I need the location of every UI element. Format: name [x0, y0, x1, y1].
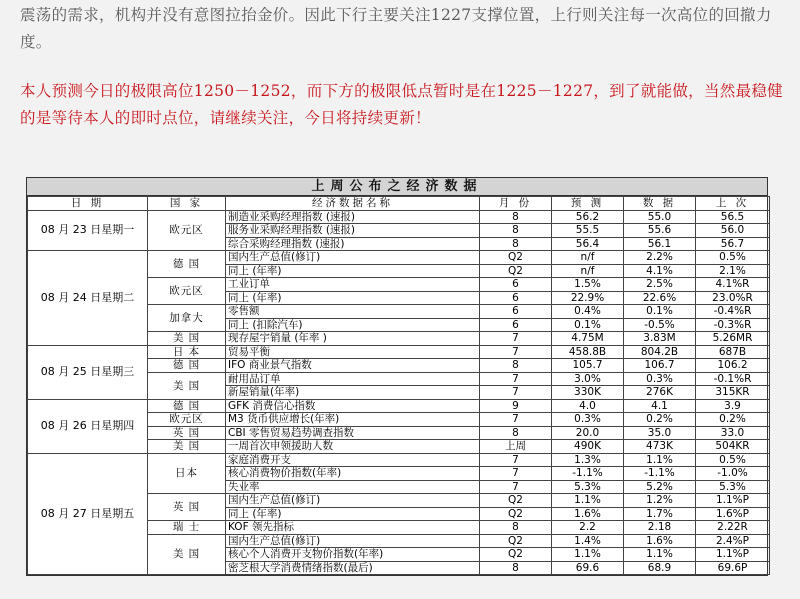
- forecast-cell: 458.8B: [552, 345, 624, 359]
- header-actual: 数 据: [624, 197, 696, 211]
- month-cell: 7: [480, 386, 552, 400]
- actual-cell: 4.1: [624, 399, 696, 413]
- indicator-cell: 服务业采购经理指数 (速报): [226, 224, 480, 238]
- forecast-cell: 2.2: [552, 521, 624, 535]
- table-row: [28, 251, 770, 265]
- indicator-cell: 同上 (年率): [226, 507, 480, 521]
- month-cell: 7: [480, 467, 552, 481]
- forecast-cell: 55.5: [552, 224, 624, 238]
- previous-cell: 2.4%P: [696, 534, 770, 548]
- actual-cell: 276K: [624, 386, 696, 400]
- previous-cell: 0.5%: [696, 251, 770, 265]
- previous-cell: 4.1%R: [696, 278, 770, 292]
- forecast-cell: 3.0%: [552, 372, 624, 386]
- actual-cell: 68.9: [624, 561, 696, 575]
- forecast-cell: 4.75M: [552, 332, 624, 346]
- month-cell: 6: [480, 291, 552, 305]
- indicator-cell: IFO 商业景气指数: [226, 359, 480, 373]
- actual-cell: 22.6%: [624, 291, 696, 305]
- forecast-cell: 490K: [552, 440, 624, 454]
- header-date: 日 期: [28, 197, 148, 211]
- forecast-cell: n/f: [552, 264, 624, 278]
- previous-cell: 33.0: [696, 426, 770, 440]
- month-cell: 7: [480, 345, 552, 359]
- indicator-cell: 同上 (年率): [226, 264, 480, 278]
- table-body: [28, 210, 770, 575]
- table-row: [28, 345, 770, 359]
- previous-cell: 3.9: [696, 399, 770, 413]
- forecast-cell: 0.1%: [552, 318, 624, 332]
- indicator-cell: KOF 领先指标: [226, 521, 480, 535]
- header-indicator: 经济数据名称: [226, 197, 480, 211]
- country-cell: 瑞 士: [148, 521, 226, 535]
- header-country: 国 家: [148, 197, 226, 211]
- indicator-cell: 零售额: [226, 305, 480, 319]
- month-cell: 6: [480, 278, 552, 292]
- indicator-cell: 国内生产总值(修订): [226, 494, 480, 508]
- actual-cell: 2.5%: [624, 278, 696, 292]
- month-cell: 7: [480, 372, 552, 386]
- indicator-cell: 国内生产总值(修订): [226, 534, 480, 548]
- forecast-cell: 22.9%: [552, 291, 624, 305]
- indicator-cell: 同上 (扣除汽车): [226, 318, 480, 332]
- country-cell: 美 国: [148, 534, 226, 575]
- month-cell: 6: [480, 318, 552, 332]
- actual-cell: 5.2%: [624, 480, 696, 494]
- month-cell: Q2: [480, 507, 552, 521]
- forecast-cell: 56.4: [552, 237, 624, 251]
- previous-cell: 56.7: [696, 237, 770, 251]
- actual-cell: 56.1: [624, 237, 696, 251]
- previous-cell: 0.2%: [696, 413, 770, 427]
- date-cell: 08 月 26 日星期四: [28, 399, 148, 453]
- month-cell: 8: [480, 561, 552, 575]
- previous-cell: 0.5%: [696, 453, 770, 467]
- previous-cell: 56.0: [696, 224, 770, 238]
- forecast-cell: 20.0: [552, 426, 624, 440]
- actual-cell: 473K: [624, 440, 696, 454]
- indicator-cell: 现存屋宇销量 (年率 ): [226, 332, 480, 346]
- month-cell: 上周: [480, 440, 552, 454]
- indicator-cell: 耐用品订单: [226, 372, 480, 386]
- actual-cell: 2.2%: [624, 251, 696, 265]
- forecast-cell: 1.1%: [552, 548, 624, 562]
- forecast-cell: 0.3%: [552, 413, 624, 427]
- indicator-cell: CBI 零售贸易趋势调查指数: [226, 426, 480, 440]
- month-cell: 8: [480, 237, 552, 251]
- actual-cell: 1.7%: [624, 507, 696, 521]
- actual-cell: 3.83M: [624, 332, 696, 346]
- forecast-cell: n/f: [552, 251, 624, 265]
- month-cell: 7: [480, 332, 552, 346]
- indicator-cell: 制造业采购经理指数 (速报): [226, 210, 480, 224]
- indicator-cell: 新屋销量(年率): [226, 386, 480, 400]
- actual-cell: 0.2%: [624, 413, 696, 427]
- date-cell: 08 月 25 日星期三: [28, 345, 148, 399]
- forecast-cell: 4.0: [552, 399, 624, 413]
- indicator-cell: M3 货币供应增长(年率): [226, 413, 480, 427]
- header-forecast: 预 测: [552, 197, 624, 211]
- forecast-cell: 330K: [552, 386, 624, 400]
- table-header-row: [28, 197, 770, 211]
- economic-data-table: [27, 196, 770, 575]
- previous-cell: 315KR: [696, 386, 770, 400]
- month-cell: Q2: [480, 251, 552, 265]
- country-cell: 日本: [148, 453, 226, 494]
- indicator-cell: 核心消费物价指数(年率): [226, 467, 480, 481]
- forecast-cell: 1.6%: [552, 507, 624, 521]
- country-cell: 加拿大: [148, 305, 226, 332]
- header-previous: 上 次: [696, 197, 770, 211]
- month-cell: 8: [480, 359, 552, 373]
- date-cell: 08 月 23 日星期一: [28, 210, 148, 251]
- analysis-paragraph: 震荡的需求，机构并没有意图拉抬金价。因此下行主要关注1227支撑位置，上行则关注每一次高位的回撤力度。: [20, 6, 772, 51]
- previous-cell: 69.6P: [696, 561, 770, 575]
- month-cell: 8: [480, 224, 552, 238]
- previous-cell: -1.0%: [696, 467, 770, 481]
- indicator-cell: 密芝根大学消费情绪指数(最后): [226, 561, 480, 575]
- indicator-cell: 国内生产总值(修订): [226, 251, 480, 265]
- month-cell: 7: [480, 480, 552, 494]
- actual-cell: 4.1%: [624, 264, 696, 278]
- country-cell: 欧元区: [148, 413, 226, 427]
- forecast-cell: 5.3%: [552, 480, 624, 494]
- forecast-cell: 1.5%: [552, 278, 624, 292]
- actual-cell: 1.2%: [624, 494, 696, 508]
- previous-cell: 687B: [696, 345, 770, 359]
- previous-cell: 23.0%R: [696, 291, 770, 305]
- country-cell: 德 国: [148, 399, 226, 413]
- month-cell: Q2: [480, 264, 552, 278]
- previous-cell: -0.4%R: [696, 305, 770, 319]
- indicator-cell: GFK 消费信心指数: [226, 399, 480, 413]
- actual-cell: 55.0: [624, 210, 696, 224]
- month-cell: Q2: [480, 494, 552, 508]
- previous-cell: 1.6%P: [696, 507, 770, 521]
- forecast-cell: -1.1%: [552, 467, 624, 481]
- country-cell: 美 国: [148, 440, 226, 454]
- previous-cell: 56.5: [696, 210, 770, 224]
- prediction-paragraph: 本人预测今日的极限高位1250－1252，而下方的极限低点暂时是在1225－1227，到了就能做，当然最稳健的是等待本人的即时点位，请继续关注，今日将持续更新！: [20, 82, 783, 127]
- previous-cell: 1.1%P: [696, 548, 770, 562]
- indicator-cell: 核心个人消费开支物价指数(年率): [226, 548, 480, 562]
- country-cell: 英 国: [148, 494, 226, 521]
- previous-cell: -0.3%R: [696, 318, 770, 332]
- previous-cell: 2.22R: [696, 521, 770, 535]
- previous-cell: -0.1%R: [696, 372, 770, 386]
- month-cell: 8: [480, 521, 552, 535]
- month-cell: 7: [480, 453, 552, 467]
- previous-cell: 106.2: [696, 359, 770, 373]
- country-cell: 美 国: [148, 372, 226, 399]
- country-cell: 德 国: [148, 251, 226, 278]
- previous-cell: 1.1%P: [696, 494, 770, 508]
- previous-cell: 2.1%: [696, 264, 770, 278]
- actual-cell: 35.0: [624, 426, 696, 440]
- forecast-cell: 1.3%: [552, 453, 624, 467]
- indicator-cell: 失业率: [226, 480, 480, 494]
- table-title: 上周公布之经济数据: [27, 178, 767, 196]
- forecast-cell: 1.4%: [552, 534, 624, 548]
- forecast-cell: 0.4%: [552, 305, 624, 319]
- indicator-cell: 一周首次申领援助人数: [226, 440, 480, 454]
- month-cell: 9: [480, 399, 552, 413]
- indicator-cell: 综合采购经理指数 (速报): [226, 237, 480, 251]
- table-row: [28, 453, 770, 467]
- actual-cell: 1.1%: [624, 548, 696, 562]
- forecast-cell: 1.1%: [552, 494, 624, 508]
- actual-cell: -0.5%: [624, 318, 696, 332]
- month-cell: Q2: [480, 548, 552, 562]
- date-cell: 08 月 27 日星期五: [28, 453, 148, 575]
- month-cell: 8: [480, 210, 552, 224]
- country-cell: 欧元区: [148, 210, 226, 251]
- country-cell: 英 国: [148, 426, 226, 440]
- forecast-cell: 105.7: [552, 359, 624, 373]
- previous-cell: 504KR: [696, 440, 770, 454]
- country-cell: 德 国: [148, 359, 226, 373]
- indicator-cell: 同上 (年率): [226, 291, 480, 305]
- indicator-cell: 家庭消费开支: [226, 453, 480, 467]
- actual-cell: 0.3%: [624, 372, 696, 386]
- month-cell: 7: [480, 413, 552, 427]
- indicator-cell: 工业订单: [226, 278, 480, 292]
- indicator-cell: 贸易平衡: [226, 345, 480, 359]
- date-cell: 08 月 24 日星期二: [28, 251, 148, 346]
- country-cell: 日 本: [148, 345, 226, 359]
- country-cell: 美 国: [148, 332, 226, 346]
- month-cell: 8: [480, 426, 552, 440]
- economic-data-table-panel: [26, 177, 768, 576]
- forecast-cell: 69.6: [552, 561, 624, 575]
- table-row: [28, 210, 770, 224]
- header-month: 月 份: [480, 197, 552, 211]
- actual-cell: 0.1%: [624, 305, 696, 319]
- table-row: [28, 399, 770, 413]
- forecast-cell: 56.2: [552, 210, 624, 224]
- previous-cell: 5.26MR: [696, 332, 770, 346]
- actual-cell: 106.7: [624, 359, 696, 373]
- country-cell: 欧元区: [148, 278, 226, 305]
- actual-cell: 1.1%: [624, 453, 696, 467]
- month-cell: 6: [480, 305, 552, 319]
- actual-cell: 804.2B: [624, 345, 696, 359]
- previous-cell: 5.3%: [696, 480, 770, 494]
- actual-cell: 1.6%: [624, 534, 696, 548]
- month-cell: Q2: [480, 534, 552, 548]
- actual-cell: 55.6: [624, 224, 696, 238]
- actual-cell: 2.18: [624, 521, 696, 535]
- actual-cell: -1.1%: [624, 467, 696, 481]
